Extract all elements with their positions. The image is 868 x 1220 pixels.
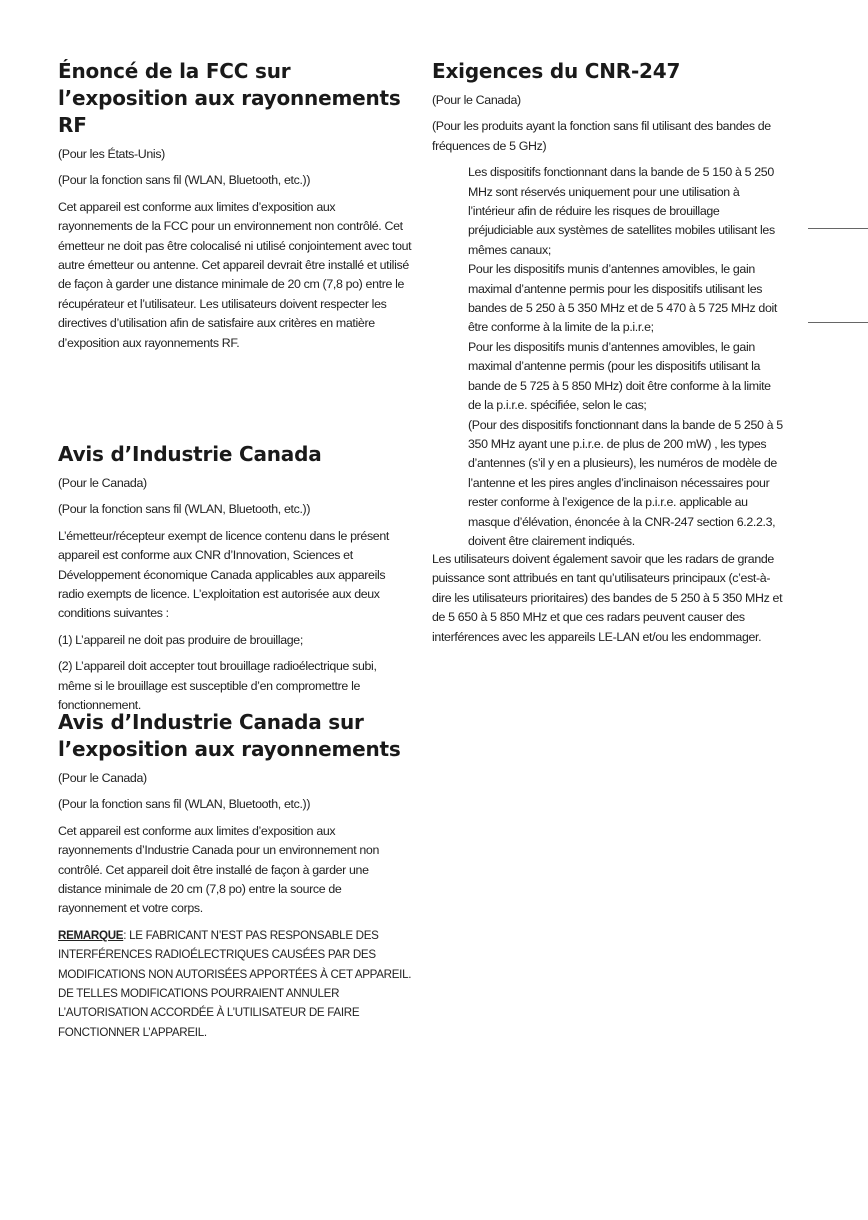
scope-text: (Pour les États-Unis) <box>58 147 165 161</box>
requirement-item: Les dispositifs fonctionnant dans la bande de 5 150 à 5 250 MHz sont réservés uniquement pour une utilisation à l’intérieur afin de réduire les risques de brouillage préjudiciable aux systèmes de satellites mobiles utilisant les mêmes canaux; <box>468 165 775 257</box>
body-text: Cet appareil est conforme aux limites d’exposition aux rayonnements d’Industrie Canada pour un environnement non contrôlé. Cet appareil doit être installé de façon à garder une distance minimale de 20 cm (7,8 po) entre la source de rayonnement et votre corps. <box>58 823 380 916</box>
note-label: REMARQUE <box>58 928 124 942</box>
scope-text: (Pour le Canada) <box>432 93 521 107</box>
ic-section <box>58 441 412 722</box>
scope-text: (Pour la fonction sans fil (WLAN, Bluetooth, etc.)) <box>58 797 311 812</box>
condition-2: (2) L’appareil doit accepter tout brouillage radioélectrique subi, même si le brouillage est susceptible d’en compromettre le fonctionnement. <box>58 659 377 713</box>
body-text: L’émetteur/récepteur exempt de licence contenu dans le présent appareil est conforme aux CNR d’Innovation, Sciences et Développement économique Canada applicables aux appareils radio exempts de licence. L’exploitation est autorisée aux deux conditions suivantes : <box>58 528 389 621</box>
body-text: Cet appareil est conforme aux limites d’exposition aux rayonnements de la FCC pour un environnement non contrôlé. Cet émetteur ne doit pas être colocalisé ni utilisé conjointement avec tout autre émetteur ou antenne. Cet appareil devrait être installé et utilisé de façon à garder une distance minimale de 20 cm (7,8 po) entre le récupérateur et l’utilisateur. Les utilisateurs doivent respecter les directives d’utilisation afin de satisfaire aux critères en matière d’exposition aux rayonnements RF. <box>58 199 412 350</box>
ic-exposure-section <box>58 709 412 1049</box>
scope-text: (Pour la fonction sans fil (WLAN, Bluetooth, etc.)) <box>58 502 311 517</box>
margin-tab-divider <box>808 322 868 323</box>
note-text: : LE FABRICANT N’EST PAS RESPONSABLE DES INTERFÉRENCES RADIOÉLECTRIQUES CAUSÉES PAR DES MODIFICATIONS NON AUTORISÉES APPORTÉES À CET APPAREIL. DE TELLES MODIFICATIONS POURRAIENT ANNULER L’AUTORISATION ACCORDÉE À L’UTILISATEUR DE FAIRE FONCTIONNER L’APPAREIL. <box>58 928 412 1039</box>
section-title: Avis d’Industrie Canada <box>58 442 322 466</box>
body-text: Les utilisateurs doivent également savoir que les radars de grande puissance sont attribués en tant qu’utilisateurs principaux (c’est-à-dire les utilisateurs prioritaires) des bandes de 5 250 à 5 350 MHz et de 5 650 à 5 850 MHz et que ces radars peuvent causer des interférences avec les appareils LE-LAN et/ou les endommager. <box>432 552 783 644</box>
cnr-section <box>432 58 786 551</box>
margin-tab-divider <box>808 228 868 229</box>
section-title: Énoncé de la FCC sur l’exposition aux rayonnements RF <box>58 59 401 137</box>
fcc-section <box>58 58 412 360</box>
section-title: Exigences du CNR-247 <box>432 59 681 83</box>
requirement-item: (Pour des dispositifs fonctionnant dans la bande de 5 250 à 5 350 MHz ayant une p.i.r.e. de plus de 200 mW) , les types d’antennes (s’il y en a plusieurs), les numéros de modèle de l’antenne et les pires angles d’inclinaison nécessaires pour rester conforme à l’exigence de la p.i.r.e. applicable au masque d’élévation, énoncée à la CNR-247 section 6.2.2.3, doivent être clairement indiqués. <box>468 417 783 548</box>
radar-section <box>432 550 786 654</box>
scope-text: (Pour les produits ayant la fonction sans fil utilisant des bandes de fréquences de 5 GHz) <box>432 119 771 153</box>
scope-text: (Pour le Canada) <box>58 771 147 785</box>
requirement-item: Pour les dispositifs munis d’antennes amovibles, le gain maximal d’antenne permis pour les dispositifs utilisant les bandes de 5 250 à 5 350 MHz et de 5 470 à 5 725 MHz doit être conforme à la limite de la p.i.r.e; <box>468 262 777 335</box>
condition-1: (1) L’appareil ne doit pas produire de brouillage; <box>58 632 303 647</box>
section-title: Avis d’Industrie Canada sur l’exposition aux rayonnements <box>58 710 401 761</box>
requirement-item: Pour les dispositifs munis d’antennes amovibles, le gain maximal d’antenne permis (pour les dispositifs utilisant la bande de 5 725 à 5 850 MHz) doit être conforme à la limite de la p.i.r.e. spécifiée, selon le cas; <box>468 339 771 413</box>
note-paragraph <box>58 926 412 1042</box>
scope-text: (Pour la fonction sans fil (WLAN, Bluetooth, etc.)) <box>58 173 311 188</box>
scope-text: (Pour le Canada) <box>58 476 147 490</box>
